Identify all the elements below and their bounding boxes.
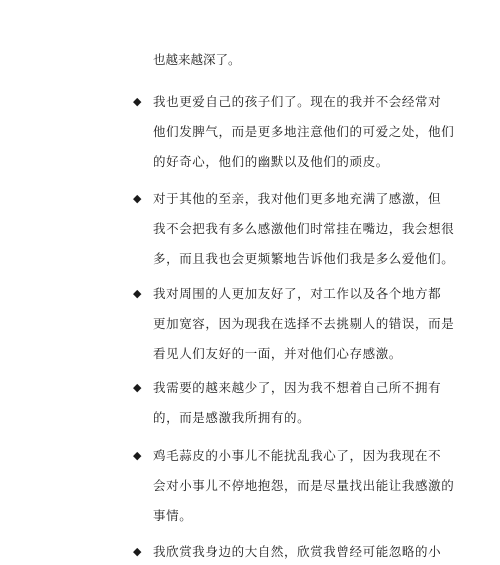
text-line: 他们发脾气，而是更多地注意他们的可爱之处，他们 <box>153 124 455 139</box>
diamond-bullet-icon: ◆ <box>133 381 142 394</box>
text-line: 鸡毛蒜皮的小事儿不能扰乱我心了，因为我现在不 <box>153 448 442 463</box>
text-line: 我欣赏我身边的大自然，欣赏我曾经可能忽略的小 <box>153 544 442 559</box>
diamond-bullet-icon: ◆ <box>133 287 142 300</box>
bullet-text <box>153 446 454 536</box>
text-line: 我也更爱自己的孩子们了。现在的我并不会经常对 <box>153 94 442 109</box>
diamond-bullet-icon: ◆ <box>133 449 142 462</box>
text-line: 多，而且我也会更频繁地告诉他们我是多么爱他们。 <box>153 251 455 266</box>
continued-text-line: 也越来越深了。 <box>153 52 241 67</box>
diamond-bullet-icon: ◆ <box>133 192 142 205</box>
bullet-text <box>153 542 441 565</box>
text-line: 事情。 <box>153 508 193 523</box>
text-line: 我不会把我有多么感激他们时常挂在嘴边，我会想很 <box>153 221 455 236</box>
diamond-bullet-icon: ◆ <box>133 95 142 108</box>
text-line: 我对周围的人更加友好了，对工作以及各个地方都 <box>153 286 442 301</box>
text-line: 更加宽容，因为现我在选择不去挑剔人的错误，而是 <box>153 316 455 331</box>
text-line: 的，而是感激我所拥有的。 <box>153 410 311 425</box>
bullet-text <box>153 378 441 438</box>
text-line: 我需要的越来越少了，因为我不想着自己所不拥有 <box>153 380 442 395</box>
text-line: 看见人们友好的一面，并对他们心存感激。 <box>153 346 402 361</box>
text-line: 的好奇心，他们的幽默以及他们的顽皮。 <box>153 154 389 169</box>
text-line: 会对小事儿不停地抱怨，而是尽量找出能让我感激的 <box>153 478 455 493</box>
bullet-text <box>153 189 454 279</box>
diamond-bullet-icon: ◆ <box>133 545 142 558</box>
bullet-text <box>153 284 454 374</box>
text-line: 对于其他的至亲，我对他们更多地充满了感激，但 <box>153 191 442 206</box>
bullet-text <box>153 92 454 182</box>
